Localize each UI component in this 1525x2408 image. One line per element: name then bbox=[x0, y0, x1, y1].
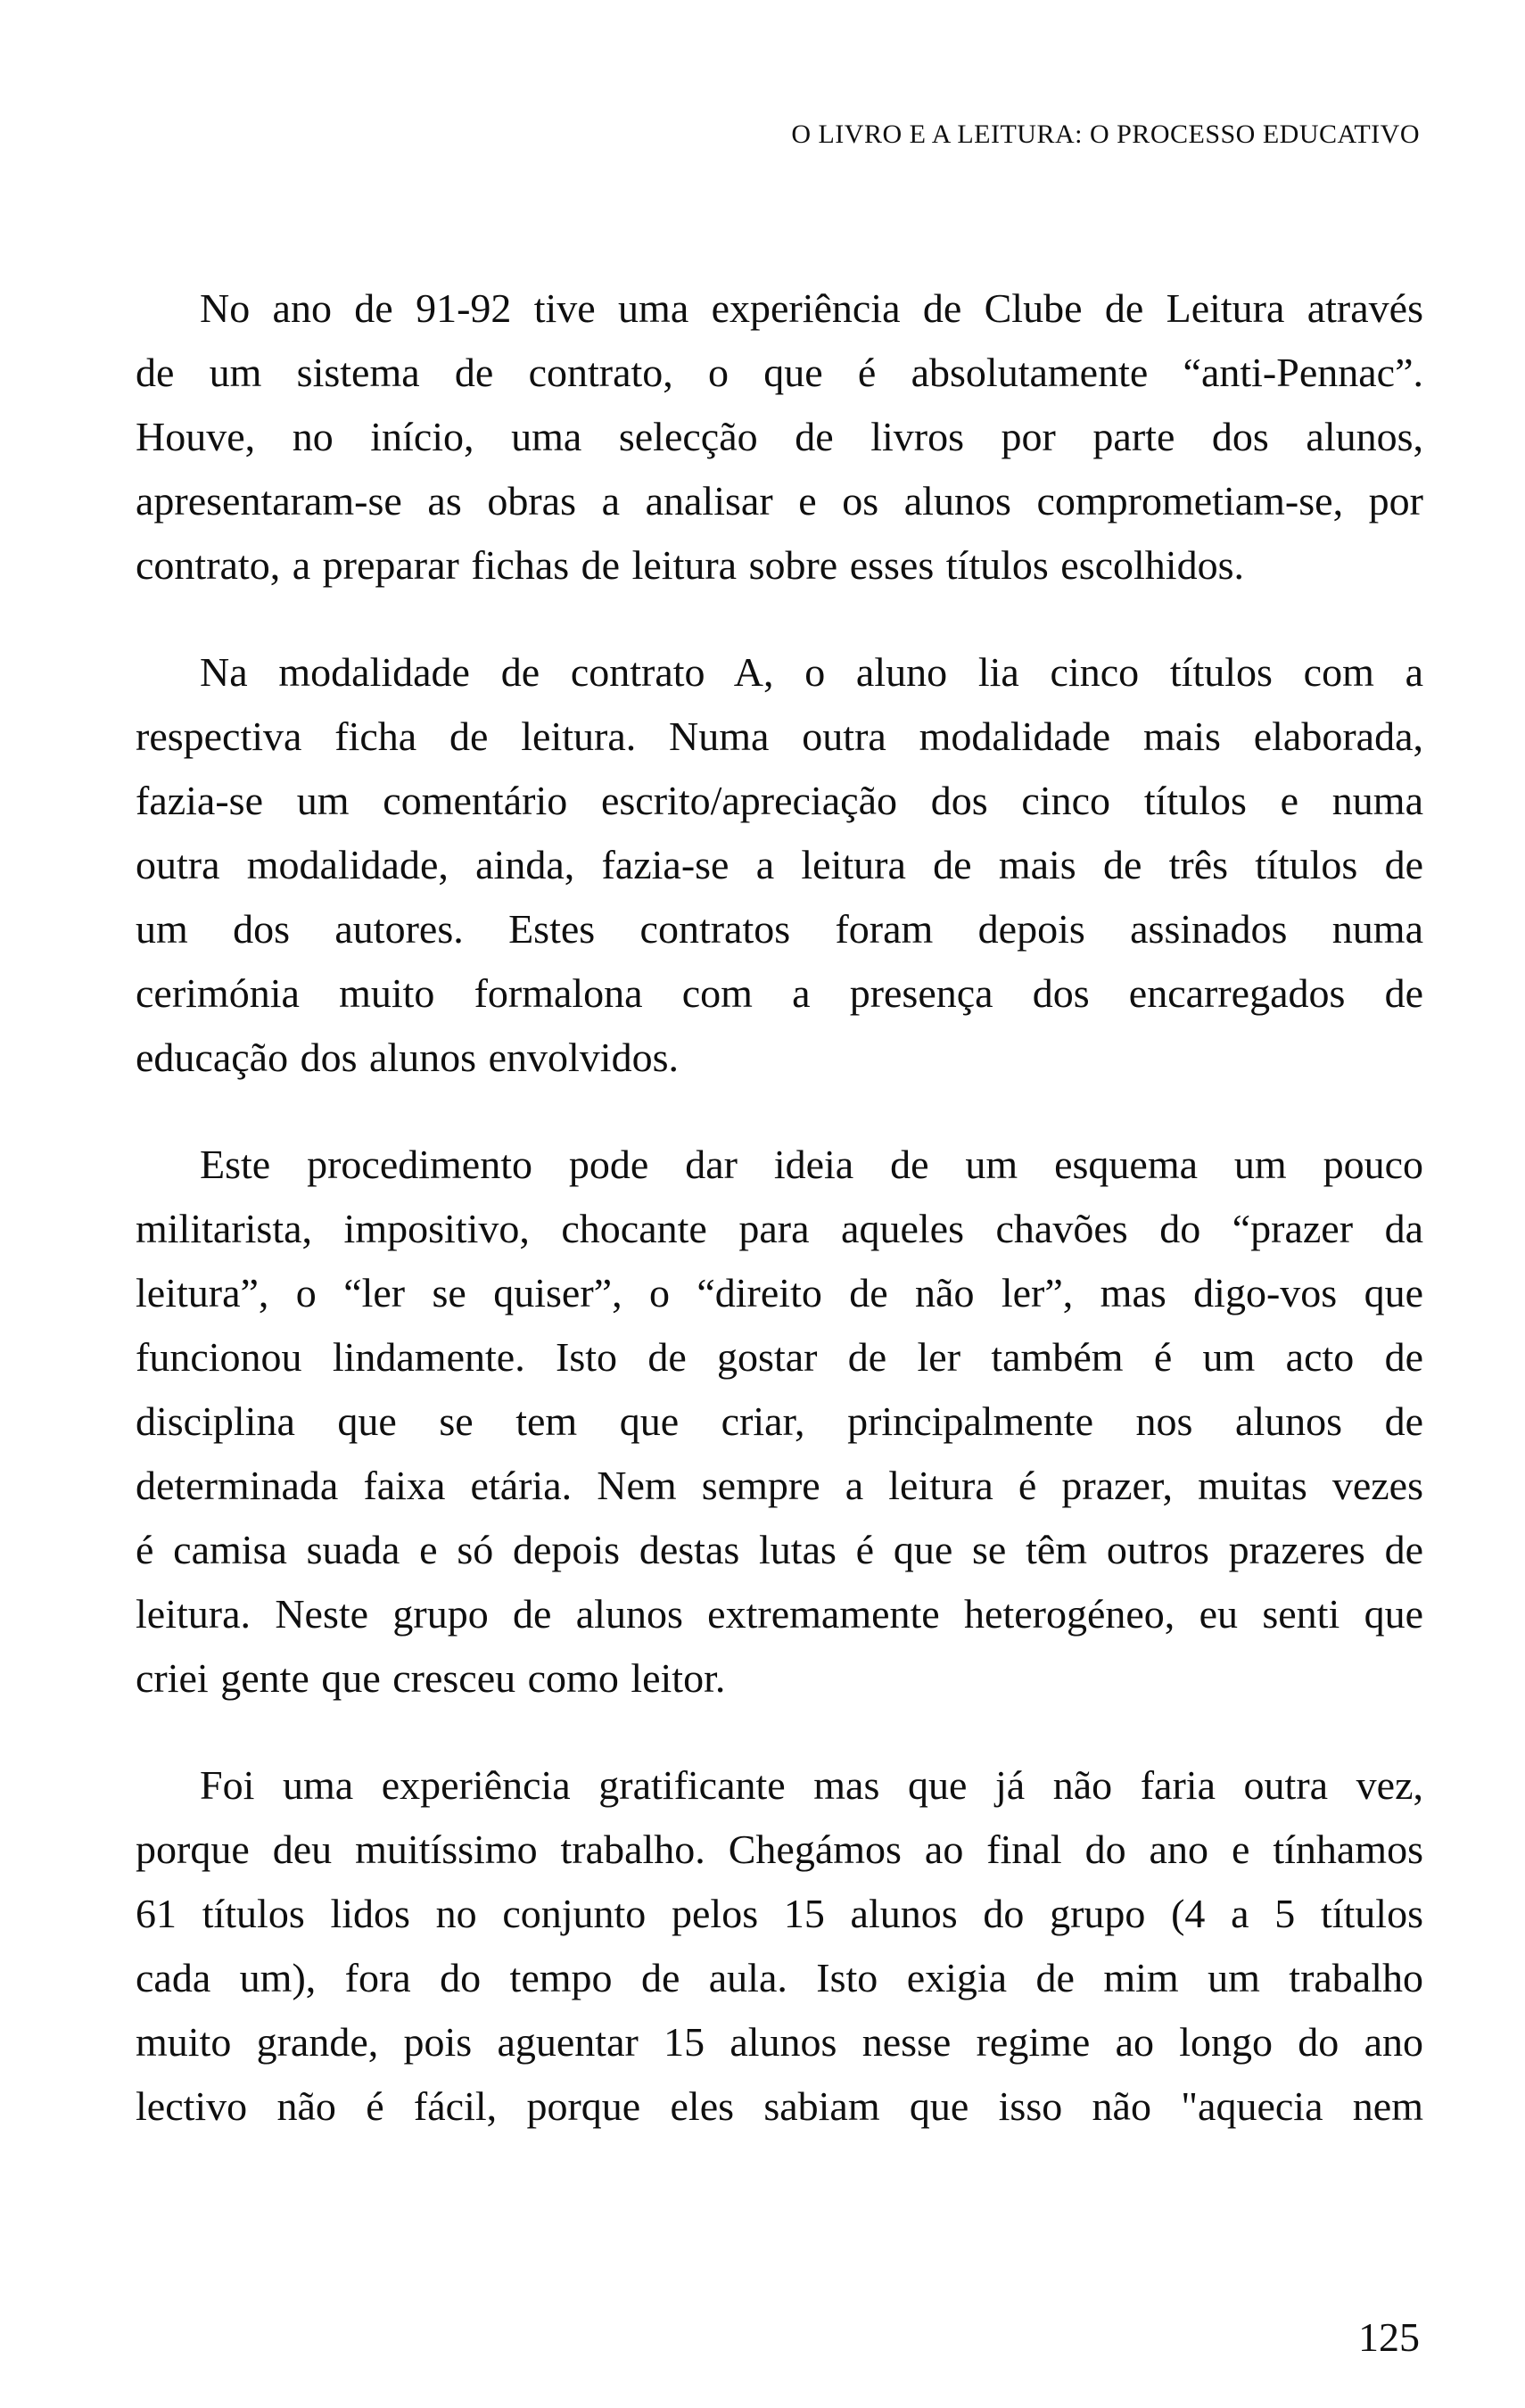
text-line: determinada faixa etária. Nem sempre a leitura é prazer, muitas vezes bbox=[136, 1463, 1423, 1508]
text-line: leitura”, o “ler se quiser”, o “direito de não ler”, mas digo-vos que bbox=[136, 1270, 1423, 1315]
text-line: militarista, impositivo, chocante para aqueles chavões do “prazer da bbox=[136, 1206, 1423, 1251]
paragraph bbox=[136, 640, 1423, 1090]
text-line: é camisa suada e só depois destas lutas é que se têm outros prazeres de bbox=[136, 1527, 1423, 1572]
text-line: Houve, no início, uma selecção de livros por parte dos alunos, bbox=[136, 414, 1423, 459]
text-block bbox=[136, 276, 1423, 2139]
text-line: cada um), fora do tempo de aula. Isto exigia de mim um trabalho bbox=[136, 1955, 1423, 2000]
running-header: O LIVRO E A LEITURA: O PROCESSO EDUCATIVO bbox=[791, 120, 1420, 149]
text-line: educação dos alunos envolvidos. bbox=[136, 1035, 679, 1080]
text-line: porque deu muitíssimo trabalho. Chegámos ao final do ano e tínhamos bbox=[136, 1827, 1423, 1872]
text-line: contrato, a preparar fichas de leitura sobre esses títulos escolhidos. bbox=[136, 542, 1244, 588]
paragraph bbox=[136, 1133, 1423, 1711]
text-line: apresentaram-se as obras a analisar e os alunos comprometiam-se, por bbox=[136, 478, 1423, 524]
text-line: leitura. Neste grupo de alunos extremamente heterogéneo, eu senti que bbox=[136, 1591, 1423, 1637]
text-line: Na modalidade de contrato A, o aluno lia cinco títulos com a bbox=[200, 649, 1423, 695]
text-line: funcionou lindamente. Isto de gostar de ler também é um acto de bbox=[136, 1334, 1423, 1380]
paragraph bbox=[136, 1753, 1423, 2139]
text-line: disciplina que se tem que criar, principalmente nos alunos de bbox=[136, 1398, 1423, 1444]
paragraph bbox=[136, 276, 1423, 598]
text-line: No ano de 91-92 tive uma experiência de Clube de Leitura através bbox=[200, 285, 1423, 331]
page-number: 125 bbox=[1358, 2314, 1420, 2360]
text-line: Foi uma experiência gratificante mas que já não faria outra vez, bbox=[200, 1762, 1423, 1808]
text-line: 61 títulos lidos no conjunto pelos 15 alunos do grupo (4 a 5 títulos bbox=[136, 1891, 1423, 1936]
text-line: lectivo não é fácil, porque eles sabiam que isso não "aquecia nem bbox=[136, 2083, 1423, 2129]
text-line: um dos autores. Estes contratos foram depois assinados numa bbox=[136, 906, 1423, 952]
text-line: Este procedimento pode dar ideia de um esquema um pouco bbox=[200, 1142, 1423, 1187]
text-line: respectiva ficha de leitura. Numa outra modalidade mais elaborada, bbox=[136, 713, 1423, 759]
text-line: de um sistema de contrato, o que é absolutamente “anti-Pennac”. bbox=[136, 350, 1423, 395]
text-line: outra modalidade, ainda, fazia-se a leitura de mais de três títulos de bbox=[136, 842, 1423, 887]
text-line: fazia-se um comentário escrito/apreciação dos cinco títulos e numa bbox=[136, 778, 1423, 823]
text-line: cerimónia muito formalona com a presença dos encarregados de bbox=[136, 970, 1423, 1016]
text-line: muito grande, pois aguentar 15 alunos nesse regime ao longo do ano bbox=[136, 2019, 1423, 2065]
text-line: criei gente que cresceu como leitor. bbox=[136, 1655, 726, 1701]
